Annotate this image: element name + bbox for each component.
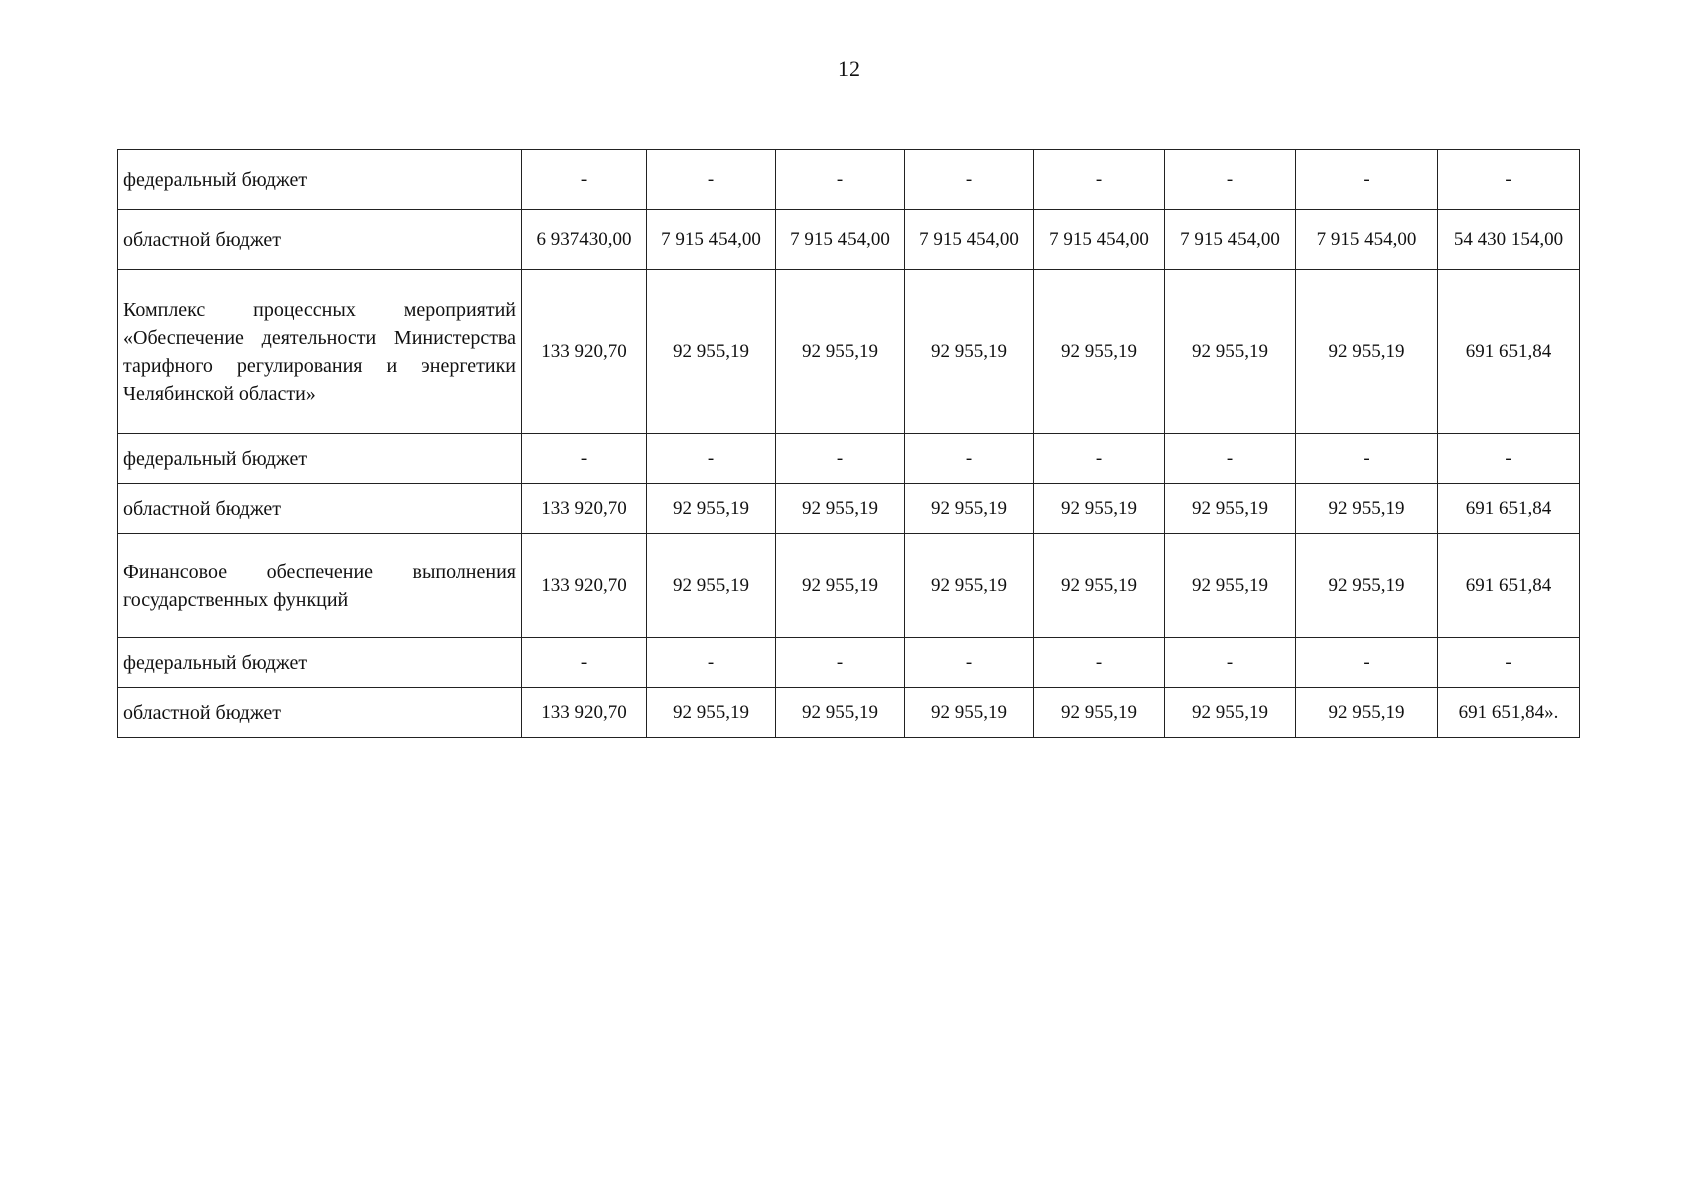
table-cell: 92 955,19 (776, 534, 905, 638)
table-cell: 92 955,19 (647, 688, 776, 738)
table-cell: 691 651,84 (1438, 270, 1580, 434)
table-cell: - (1296, 434, 1438, 484)
table-cell: 6 937430,00 (522, 210, 647, 270)
table-cell: - (1165, 638, 1296, 688)
row-label: федеральный бюджет (118, 434, 522, 484)
table-cell: - (522, 150, 647, 210)
table-cell: - (1034, 638, 1165, 688)
table-cell: 92 955,19 (1034, 534, 1165, 638)
table-cell: - (1438, 638, 1580, 688)
table-cell: 92 955,19 (1165, 534, 1296, 638)
table-cell: 92 955,19 (1165, 484, 1296, 534)
table-cell: 92 955,19 (1296, 484, 1438, 534)
table-cell: - (905, 434, 1034, 484)
table-row (118, 638, 1580, 688)
table-cell: - (776, 638, 905, 688)
row-label: областной бюджет (118, 688, 522, 738)
table-row (118, 150, 1580, 210)
table-cell: 54 430 154,00 (1438, 210, 1580, 270)
table-cell: 92 955,19 (647, 484, 776, 534)
table-cell: - (1296, 638, 1438, 688)
table-cell: 691 651,84 (1438, 484, 1580, 534)
table-cell: - (647, 434, 776, 484)
budget-table (117, 149, 1580, 738)
table-cell: - (1034, 150, 1165, 210)
table-row (118, 534, 1580, 638)
row-label: областной бюджет (118, 484, 522, 534)
table-cell: 7 915 454,00 (1165, 210, 1296, 270)
table-cell: 92 955,19 (1165, 270, 1296, 434)
table-cell: - (1438, 150, 1580, 210)
table-cell: 92 955,19 (1034, 270, 1165, 434)
table-cell: 92 955,19 (1296, 270, 1438, 434)
table-cell: - (647, 638, 776, 688)
table-cell: 92 955,19 (1165, 688, 1296, 738)
row-label: федеральный бюджет (118, 150, 522, 210)
row-label: федеральный бюджет (118, 638, 522, 688)
table-cell: - (1296, 150, 1438, 210)
table-cell: 7 915 454,00 (1034, 210, 1165, 270)
table-cell: 7 915 454,00 (1296, 210, 1438, 270)
row-label: областной бюджет (118, 210, 522, 270)
table-cell: 133 920,70 (522, 534, 647, 638)
table-cell: - (1165, 150, 1296, 210)
table-cell: 133 920,70 (522, 270, 647, 434)
row-label: Финансовое обеспечение выполнения государственных функций (118, 534, 522, 638)
table-cell: 92 955,19 (776, 688, 905, 738)
table-cell: - (1438, 434, 1580, 484)
table-cell: 92 955,19 (1034, 688, 1165, 738)
table-cell: 133 920,70 (522, 484, 647, 534)
table-cell: 92 955,19 (776, 484, 905, 534)
table-cell: 7 915 454,00 (647, 210, 776, 270)
table-row (118, 434, 1580, 484)
table-cell: - (522, 434, 647, 484)
row-label: Комплекс процессных мероприятий «Обеспечение деятельности Министерства тарифного регулирования и энергетики Челябинской области» (118, 270, 522, 434)
table-cell: - (905, 150, 1034, 210)
table-cell: 691 651,84». (1438, 688, 1580, 738)
table-cell: 92 955,19 (905, 484, 1034, 534)
table-row (118, 688, 1580, 738)
table-row (118, 484, 1580, 534)
table-cell: 92 955,19 (647, 270, 776, 434)
table-cell: - (905, 638, 1034, 688)
table-cell: 92 955,19 (776, 270, 905, 434)
table-row (118, 210, 1580, 270)
table-cell: 92 955,19 (1034, 484, 1165, 534)
table-cell: 7 915 454,00 (776, 210, 905, 270)
page-number: 12 (838, 56, 860, 81)
table-cell: - (1165, 434, 1296, 484)
table-cell: - (776, 150, 905, 210)
table-row (118, 270, 1580, 434)
table-cell: 691 651,84 (1438, 534, 1580, 638)
table-cell: - (647, 150, 776, 210)
table-cell: 92 955,19 (905, 688, 1034, 738)
table-cell: - (776, 434, 905, 484)
table-cell: 133 920,70 (522, 688, 647, 738)
table-cell: 92 955,19 (647, 534, 776, 638)
table-cell: 92 955,19 (905, 270, 1034, 434)
table-cell: - (1034, 434, 1165, 484)
table-cell: 92 955,19 (1296, 534, 1438, 638)
table-cell: 7 915 454,00 (905, 210, 1034, 270)
table-cell: - (522, 638, 647, 688)
table-cell: 92 955,19 (1296, 688, 1438, 738)
table-cell: 92 955,19 (905, 534, 1034, 638)
